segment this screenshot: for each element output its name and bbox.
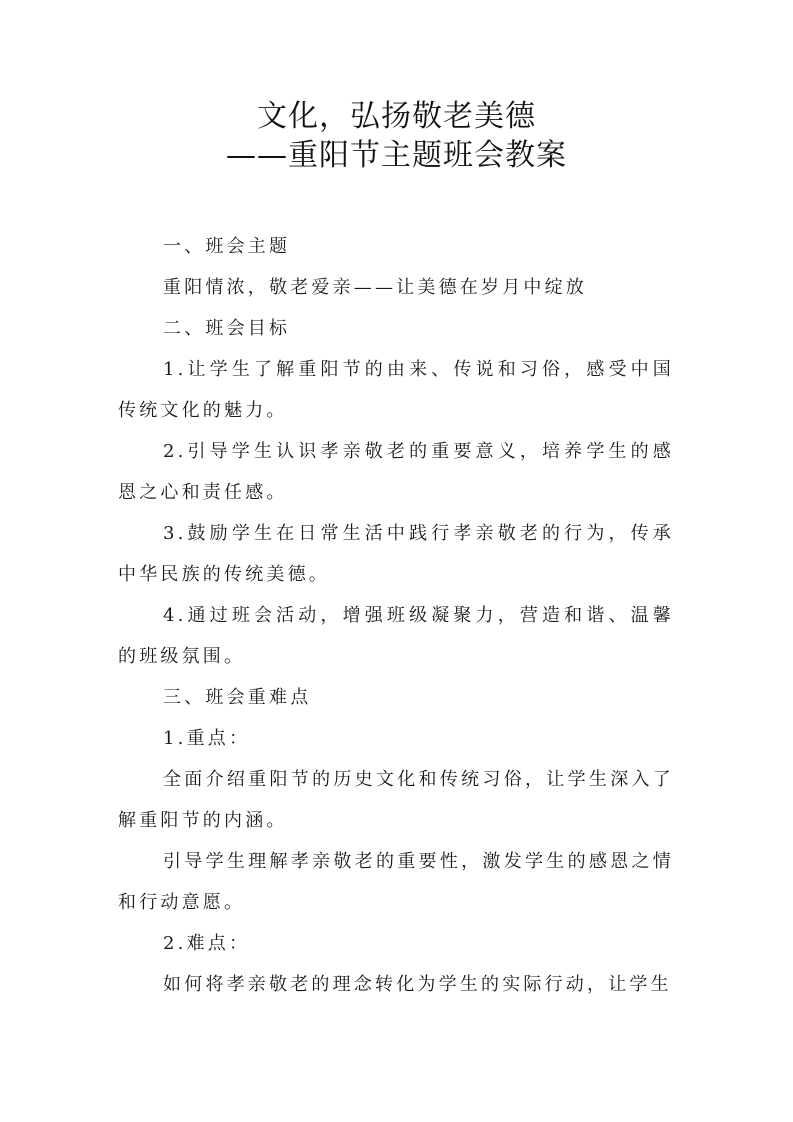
section-heading-key-points: 三、班会重难点	[163, 687, 312, 708]
goal-item-1: 1.让学生了解重阳节的由来、传说和习俗，感受中国传统文化的魅力。	[118, 359, 674, 421]
document-title-line1: 文化，弘扬敬老美德	[257, 99, 536, 134]
goal-item-2: 2.引导学生认识孝亲敬老的重要意义，培养学生的感恩之心和责任感。	[118, 441, 674, 503]
key-point-text-1: 全面介绍重阳节的历史文化和传统习俗，让学生深入了解重阳节的内涵。	[118, 769, 674, 831]
theme-text: 重阳情浓，敬老爱亲——让美德在岁月中绽放	[163, 277, 587, 298]
document-subtitle-line2: ——重阳节主题班会教案	[226, 138, 567, 173]
difficulty-label: 2.难点：	[163, 933, 251, 954]
goal-item-4: 4.通过班会活动，增强班级凝聚力，营造和谐、温馨的班级氛围。	[118, 605, 674, 667]
section-heading-goals: 二、班会目标	[163, 318, 291, 339]
document-body	[118, 226, 674, 1005]
section-heading-theme: 一、班会主题	[163, 236, 291, 257]
difficulty-text: 如何将孝亲敬老的理念转化为学生的实际行动，让学生	[163, 974, 672, 995]
goal-item-3: 3.鼓励学生在日常生活中践行孝亲敬老的行为，传承中华民族的传统美德。	[118, 523, 674, 585]
key-point-label: 1.重点：	[163, 728, 251, 749]
key-point-text-2: 引导学生理解孝亲敬老的重要性，激发学生的感恩之情和行动意愿。	[118, 851, 674, 913]
